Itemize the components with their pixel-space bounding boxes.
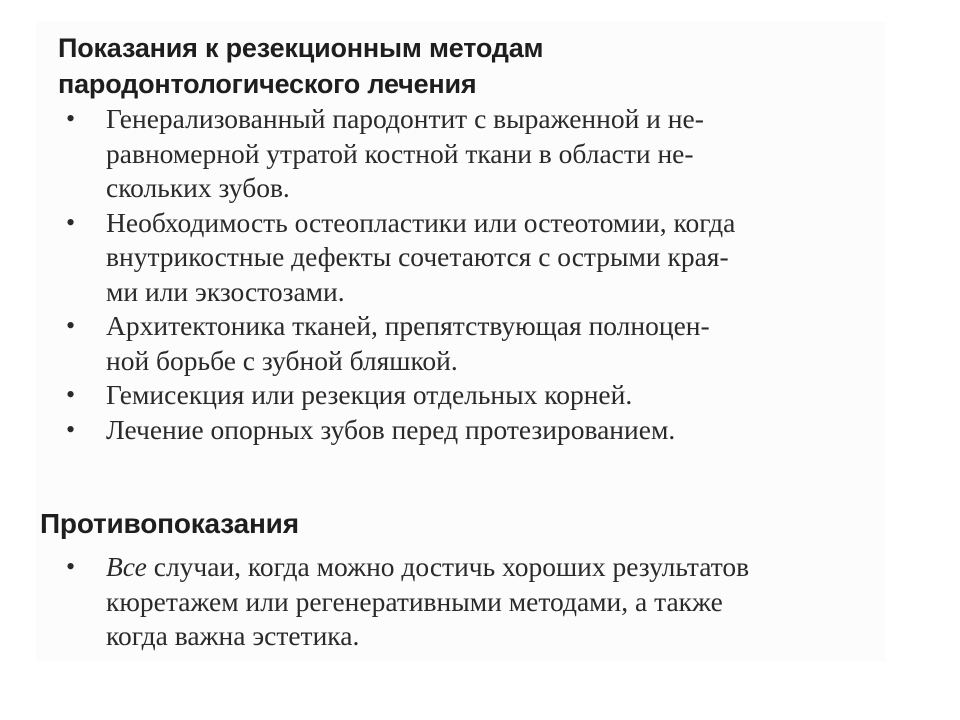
list-item-line: Лечение опорных зубов перед протезированием. (106, 413, 676, 445)
list-item-line: Необходимость остеопластики или остеотомии, когда (106, 206, 736, 238)
list-item (62, 378, 872, 413)
list-item-text: случаи, когда можно достичь хороших результатов (146, 551, 750, 582)
list-item (62, 550, 872, 654)
list-item-line: равномерной утратой костной ткани в области не- (106, 137, 694, 169)
bullet-icon: • (66, 207, 76, 237)
list-item-line (106, 550, 872, 585)
bullet-icon: • (66, 104, 76, 133)
document-page (36, 22, 886, 662)
contraindications-list (62, 550, 872, 654)
contraindications-heading: Противопоказания (40, 508, 299, 539)
list-item-line: Генерализованный пародонтит с выраженной и не- (106, 103, 704, 134)
indications-list (62, 102, 872, 447)
indications-title-line-2: пародонтологического лечения (58, 69, 477, 99)
emphasis-text: Все (106, 551, 147, 582)
list-item-line: внутрикостные дефекты сочетаются с острыми края- (106, 241, 729, 272)
list-item-line: Гемисекция или резекция отдельных корней. (106, 379, 633, 410)
bullet-icon: • (66, 380, 76, 409)
list-item-line: ной борьбе с зубной бляшкой. (106, 344, 458, 376)
list-item-line: кюретажем или регенеративными методами, а также (106, 585, 723, 617)
indications-title-line-1: Показания к резекционным методам (58, 33, 544, 63)
bullet-icon: • (66, 311, 76, 340)
list-item (62, 102, 872, 206)
bullet-icon: • (66, 414, 76, 444)
bullet-icon: • (66, 552, 76, 581)
list-item (62, 206, 872, 310)
list-item-line: Архитектоника тканей, препятствующая полноцен- (106, 310, 710, 341)
list-item-line: ми или экзостозами. (106, 275, 345, 307)
list-item-line: скольких зубов. (106, 172, 290, 203)
list-item-line: когда важна эстетика. (106, 620, 360, 651)
list-item (62, 309, 872, 378)
indications-heading (58, 30, 543, 102)
list-item (62, 413, 872, 448)
